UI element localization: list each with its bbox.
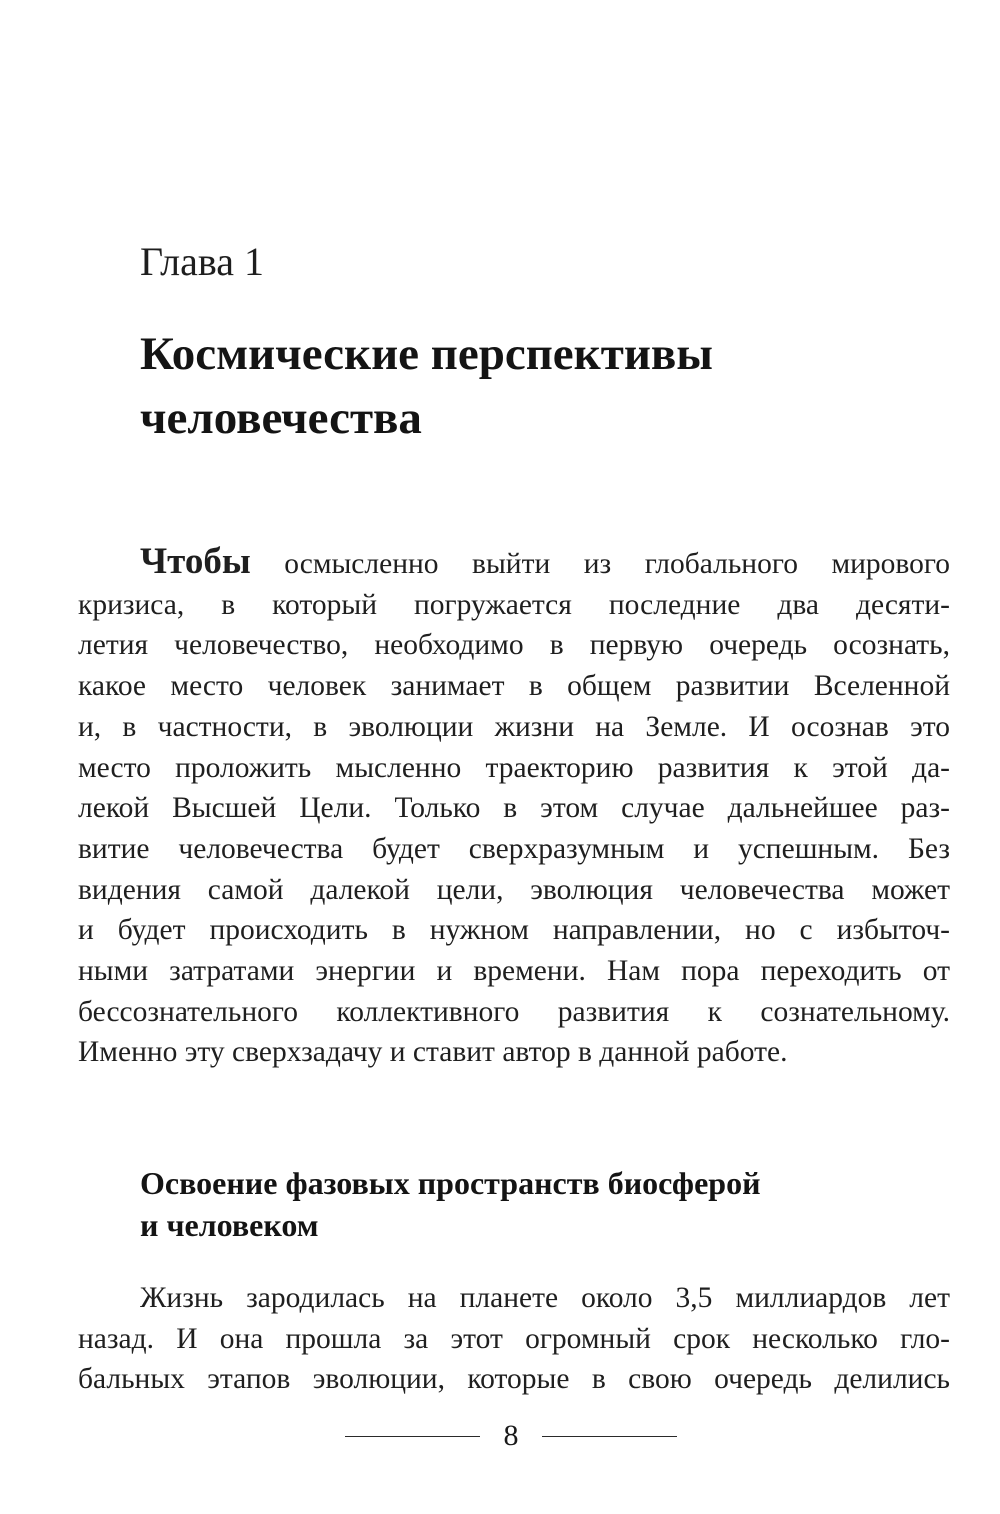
paragraph-line: лекой Высшей Цели. Только в этом случае дальнейшее раз- xyxy=(78,792,950,825)
paragraph-line: и, в частности, в эволюции жизни на Земле. И осознав это xyxy=(78,710,950,743)
paragraph-line: витие человечества будет сверхразумным и успешным. Без xyxy=(78,832,950,865)
paragraph-line: ными затратами энергии и времени. Нам пора переходить от xyxy=(78,955,950,988)
section-heading-line: и человеком xyxy=(140,1207,319,1243)
section-paragraph xyxy=(78,1278,950,1400)
lead-word: Чтобы xyxy=(140,541,251,582)
paragraph-line-rest: осмысленно выйти из глобального мирового xyxy=(250,548,950,580)
chapter-title-line: Космические перспективы xyxy=(140,328,713,380)
chapter-title-line: человечества xyxy=(140,392,422,444)
paragraph-line: кризиса, в который погружается последние два десяти- xyxy=(78,588,950,621)
section-heading xyxy=(140,1162,940,1246)
section-heading-line: Освоение фазовых пространств биосферой xyxy=(140,1165,761,1201)
footer-rule-left xyxy=(345,1436,480,1437)
footer-rule-right xyxy=(542,1436,677,1437)
paragraph-line: какое место человек занимает в общем развитии Вселенной xyxy=(78,670,950,703)
paragraph-line: бессознательного коллективного развития к сознательному. xyxy=(78,995,950,1028)
paragraph-line xyxy=(78,542,950,585)
paragraph-line: Жизнь зародилась на планете около 3,5 миллиардов лет xyxy=(140,1282,950,1314)
paragraph-line: и будет происходить в нужном направлении, но с избыточ- xyxy=(78,914,950,947)
chapter-label: Глава 1 xyxy=(140,239,264,284)
paragraph-line: летия человечество, необходимо в первую очередь осознать, xyxy=(78,629,950,662)
paragraph-line: Именно эту сверхзадачу и ставит автор в данной работе. xyxy=(78,1036,788,1069)
paragraph-line: назад. И она прошла за этот огромный срок несколько гло- xyxy=(78,1322,950,1355)
chapter-title xyxy=(140,322,940,450)
paragraph-line: бальных этапов эволюции, которые в свою очередь делились xyxy=(78,1363,950,1396)
paragraph-line: место проложить мысленно траекторию развития к этой да- xyxy=(78,751,950,784)
paragraph-line: видения самой далекой цели, эволюция человечества может xyxy=(78,873,950,906)
page-footer xyxy=(0,1414,1000,1458)
page-number: 8 xyxy=(503,1419,519,1452)
intro-paragraph xyxy=(78,542,950,1073)
